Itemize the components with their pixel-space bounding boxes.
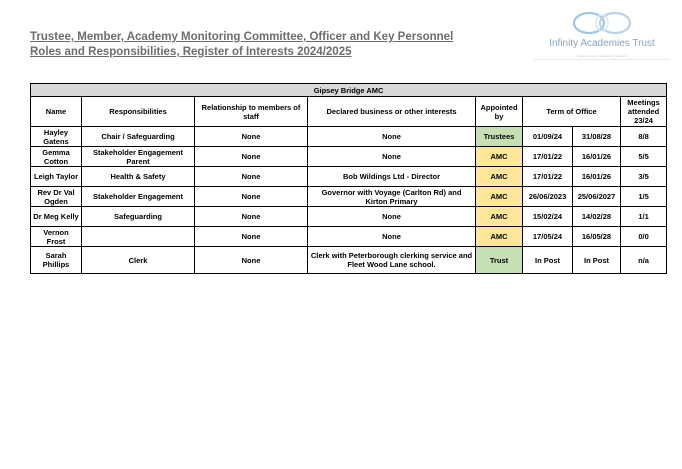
logo-tagline: Inspire to learn. Prepared to Succeed bbox=[577, 54, 627, 58]
header-appointed-by: Appointed by bbox=[476, 97, 523, 127]
cell-term-end: In Post bbox=[573, 247, 621, 274]
cell-appointed-by: Trustees bbox=[476, 127, 523, 147]
cell-declared-interests: None bbox=[308, 147, 476, 167]
cell-declared-interests: Clerk with Peterborough clerking service and Fleet Wood Lane school. bbox=[308, 247, 476, 274]
cell-term-end: 14/02/28 bbox=[573, 207, 621, 227]
cell-term-end: 16/01/26 bbox=[573, 167, 621, 187]
header-relationship: Relationship to members of staff bbox=[195, 97, 308, 127]
cell-responsibilities: Chair / Safeguarding bbox=[82, 127, 195, 147]
header-responsibilities: Responsibilities bbox=[82, 97, 195, 127]
document-heading bbox=[30, 30, 453, 60]
cell-responsibilities: Clerk bbox=[82, 247, 195, 274]
heading-line-2: Roles and Responsibilities, Register of Interests 2024/2025 bbox=[30, 46, 352, 58]
cell-responsibilities: Stakeholder Engagement Parent bbox=[82, 147, 195, 167]
header-name: Name bbox=[31, 97, 82, 127]
cell-relationship: None bbox=[195, 167, 308, 187]
cell-meetings: n/a bbox=[621, 247, 667, 274]
table-row bbox=[31, 207, 667, 227]
cell-meetings: 5/5 bbox=[621, 147, 667, 167]
cell-meetings: 3/5 bbox=[621, 167, 667, 187]
cell-meetings: 0/0 bbox=[621, 227, 667, 247]
cell-name: Sarah Phillips bbox=[31, 247, 82, 274]
table-row bbox=[31, 187, 667, 207]
cell-relationship: None bbox=[195, 227, 308, 247]
logo-name: Infinity Academies Trust bbox=[549, 38, 655, 49]
cell-appointed-by: AMC bbox=[476, 207, 523, 227]
cell-appointed-by: AMC bbox=[476, 227, 523, 247]
cell-meetings: 1/1 bbox=[621, 207, 667, 227]
header-term-of-office: Term of Office bbox=[523, 97, 621, 127]
heading-line-1: Trustee, Member, Academy Monitoring Committee, Officer and Key Personnel bbox=[30, 31, 454, 43]
cell-relationship: None bbox=[195, 187, 308, 207]
cell-term-start: 17/05/24 bbox=[523, 227, 573, 247]
cell-declared-interests: None bbox=[308, 207, 476, 227]
cell-term-end: 16/05/28 bbox=[573, 227, 621, 247]
header-meetings-attended: Meetings attended 23/24 bbox=[621, 97, 667, 127]
cell-term-end: 25/06/2027 bbox=[573, 187, 621, 207]
cell-meetings: 1/5 bbox=[621, 187, 667, 207]
header-declared-interests: Declared business or other interests bbox=[308, 97, 476, 127]
cell-relationship: None bbox=[195, 147, 308, 167]
cell-term-start: In Post bbox=[523, 247, 573, 274]
cell-name: Rev Dr Val Ogden bbox=[31, 187, 82, 207]
cell-term-start: 17/01/22 bbox=[523, 167, 573, 187]
cell-declared-interests: None bbox=[308, 227, 476, 247]
cell-appointed-by: Trust bbox=[476, 247, 523, 274]
cell-appointed-by: AMC bbox=[476, 187, 523, 207]
cell-name: Gemma Cotton bbox=[31, 147, 82, 167]
logo-divider bbox=[534, 59, 670, 60]
cell-meetings: 8/8 bbox=[621, 127, 667, 147]
cell-appointed-by: AMC bbox=[476, 167, 523, 187]
cell-responsibilities bbox=[82, 227, 195, 247]
table-body bbox=[31, 127, 667, 274]
table-row bbox=[31, 127, 667, 147]
cell-name: Leigh Taylor bbox=[31, 167, 82, 187]
cell-declared-interests: None bbox=[308, 127, 476, 147]
cell-relationship: None bbox=[195, 127, 308, 147]
cell-name: Hayley Gatens bbox=[31, 127, 82, 147]
cell-declared-interests: Bob Wildings Ltd - Director bbox=[308, 167, 476, 187]
cell-relationship: None bbox=[195, 207, 308, 227]
table-row bbox=[31, 147, 667, 167]
cell-appointed-by: AMC bbox=[476, 147, 523, 167]
cell-declared-interests: Governor with Voyage (Carlton Rd) and Kirton Primary bbox=[308, 187, 476, 207]
table-row bbox=[31, 227, 667, 247]
cell-term-end: 31/08/28 bbox=[573, 127, 621, 147]
table-title: Gipsey Bridge AMC bbox=[31, 84, 667, 97]
cell-term-end: 16/01/26 bbox=[573, 147, 621, 167]
cell-term-start: 17/01/22 bbox=[523, 147, 573, 167]
cell-term-start: 15/02/24 bbox=[523, 207, 573, 227]
cell-name: Dr Meg Kelly bbox=[31, 207, 82, 227]
register-table bbox=[30, 83, 667, 274]
cell-responsibilities: Safeguarding bbox=[82, 207, 195, 227]
cell-term-start: 01/09/24 bbox=[523, 127, 573, 147]
cell-responsibilities: Health & Safety bbox=[82, 167, 195, 187]
infinity-logo-icon bbox=[569, 10, 635, 36]
cell-responsibilities: Stakeholder Engagement bbox=[82, 187, 195, 207]
trust-logo bbox=[532, 10, 672, 66]
cell-relationship: None bbox=[195, 247, 308, 274]
table-row bbox=[31, 247, 667, 274]
cell-term-start: 26/06/2023 bbox=[523, 187, 573, 207]
cell-name: Vernon Frost bbox=[31, 227, 82, 247]
table-row bbox=[31, 167, 667, 187]
